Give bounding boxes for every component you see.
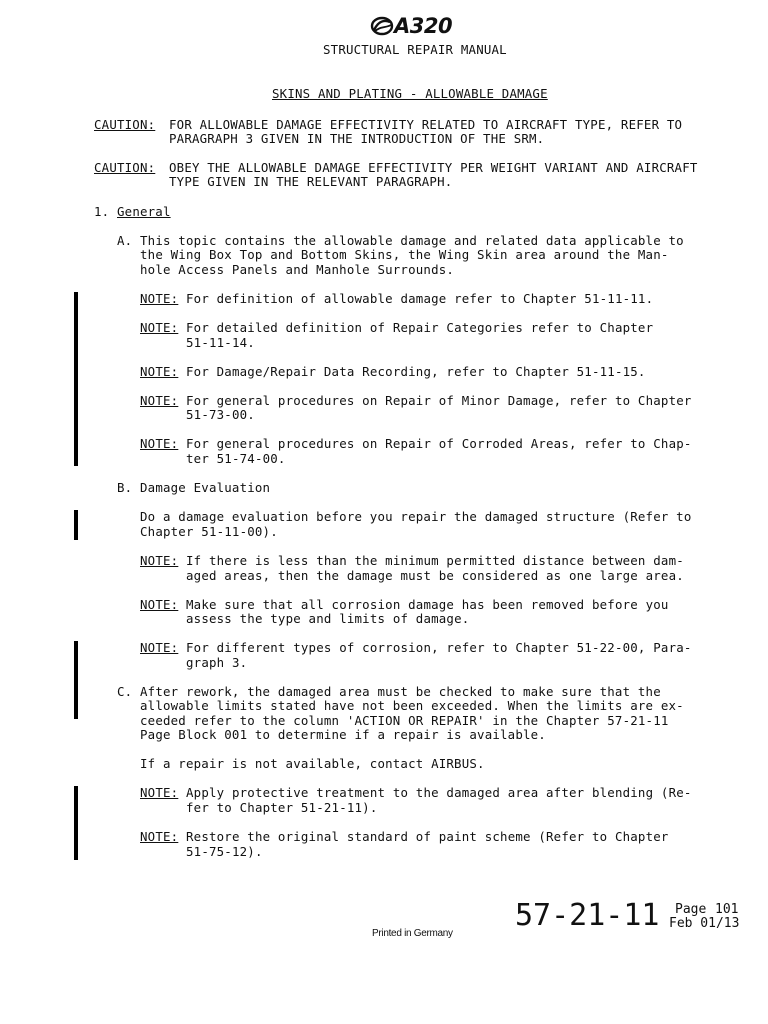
airbus-swirl-icon <box>370 16 394 36</box>
revision-date: Feb 01/13 <box>669 916 740 931</box>
note-a5-line-2: ter 51-74-00. <box>186 451 286 466</box>
note-a3-line-1: For Damage/Repair Data Recording, refer to Chapter 51-11-15. <box>186 364 646 379</box>
chapter-code: 57-21-11 <box>515 898 660 933</box>
paragraph-letter: B. <box>117 480 133 495</box>
note-label: NOTE: <box>140 785 179 800</box>
revision-bar <box>74 510 78 540</box>
para-c-contact: If a repair is not available, contact AIRBUS. <box>140 756 485 771</box>
revision-bar <box>74 786 78 860</box>
section-number: 1. <box>94 204 110 219</box>
para-a-line-1: This topic contains the allowable damage and related data applicable to <box>140 233 684 248</box>
note-label: NOTE: <box>140 393 179 408</box>
note-c1-line-1: Apply protective treatment to the damaged area after blending (Re- <box>186 785 692 800</box>
aircraft-type: A320 <box>394 14 453 38</box>
paragraph-letter: C. <box>117 684 133 699</box>
page-label: Page <box>675 902 707 917</box>
caution-2-line-2: TYPE GIVEN IN THE RELEVANT PARAGRAPH. <box>169 174 453 189</box>
para-b-line-2: Chapter 51-11-00). <box>140 524 278 539</box>
note-a5-line-1: For general procedures on Repair of Corroded Areas, refer to Chap- <box>186 436 692 451</box>
revision-bar <box>74 641 78 719</box>
note-c1-line-2: fer to Chapter 51-21-11). <box>186 800 378 815</box>
caution-label: CAUTION: <box>94 160 156 175</box>
note-a2-line-2: 51-11-14. <box>186 335 255 350</box>
para-b-title: Damage Evaluation <box>140 480 271 495</box>
note-a4-line-1: For general procedures on Repair of Minor Damage, refer to Chapter <box>186 393 692 408</box>
note-label: NOTE: <box>140 320 179 335</box>
caution-1-line-1: FOR ALLOWABLE DAMAGE EFFECTIVITY RELATED TO AIRCRAFT TYPE, REFER TO <box>169 117 683 132</box>
printed-in: Printed in Germany <box>372 928 453 939</box>
note-b3-line-1: For different types of corrosion, refer to Chapter 51-22-00, Para- <box>186 640 692 655</box>
note-label: NOTE: <box>140 829 179 844</box>
note-a4-line-2: 51-73-00. <box>186 407 255 422</box>
note-label: NOTE: <box>140 597 179 612</box>
para-c-line-4: Page Block 001 to determine if a repair is available. <box>140 727 546 742</box>
page-title: SKINS AND PLATING - ALLOWABLE DAMAGE <box>272 86 548 101</box>
note-label: NOTE: <box>140 553 179 568</box>
note-label: NOTE: <box>140 436 179 451</box>
note-label: NOTE: <box>140 291 179 306</box>
caution-label: CAUTION: <box>94 117 156 132</box>
para-c-line-1: After rework, the damaged area must be checked to make sure that the <box>140 684 661 699</box>
note-b2-line-1: Make sure that all corrosion damage has been removed before you <box>186 597 669 612</box>
note-label: NOTE: <box>140 640 179 655</box>
para-c-line-2: allowable limits stated have not been exceeded. When the limits are ex- <box>140 698 684 713</box>
note-b1-line-1: If there is less than the minimum permitted distance between dam- <box>186 553 684 568</box>
para-a-line-3: hole Access Panels and Manhole Surrounds. <box>140 262 455 277</box>
note-b3-line-2: graph 3. <box>186 655 248 670</box>
page-number: 101 <box>715 902 739 917</box>
section-title: General <box>117 204 171 219</box>
note-a1-line-1: For definition of allowable damage refer to Chapter 51-11-11. <box>186 291 654 306</box>
para-b-line-1: Do a damage evaluation before you repair the damaged structure (Refer to <box>140 509 692 524</box>
note-label: NOTE: <box>140 364 179 379</box>
note-a2-line-1: For detailed definition of Repair Categories refer to Chapter <box>186 320 654 335</box>
para-a-line-2: the Wing Box Top and Bottom Skins, the Wing Skin area around the Man- <box>140 247 669 262</box>
note-c2-line-1: Restore the original standard of paint scheme (Refer to Chapter <box>186 829 669 844</box>
caution-2-line-1: OBEY THE ALLOWABLE DAMAGE EFFECTIVITY PER WEIGHT VARIANT AND AIRCRAFT <box>169 160 698 175</box>
note-b2-line-2: assess the type and limits of damage. <box>186 611 470 626</box>
paragraph-letter: A. <box>117 233 133 248</box>
aircraft-logo <box>370 14 452 38</box>
caution-1-line-2: PARAGRAPH 3 GIVEN IN THE INTRODUCTION OF THE SRM. <box>169 131 545 146</box>
note-b1-line-2: aged areas, then the damage must be considered as one large area. <box>186 568 684 583</box>
revision-bar <box>74 292 78 466</box>
manual-title: STRUCTURAL REPAIR MANUAL <box>323 42 507 57</box>
para-c-line-3: ceeded refer to the column 'ACTION OR REPAIR' in the Chapter 57-21-11 <box>140 713 669 728</box>
note-c2-line-2: 51-75-12). <box>186 844 263 859</box>
